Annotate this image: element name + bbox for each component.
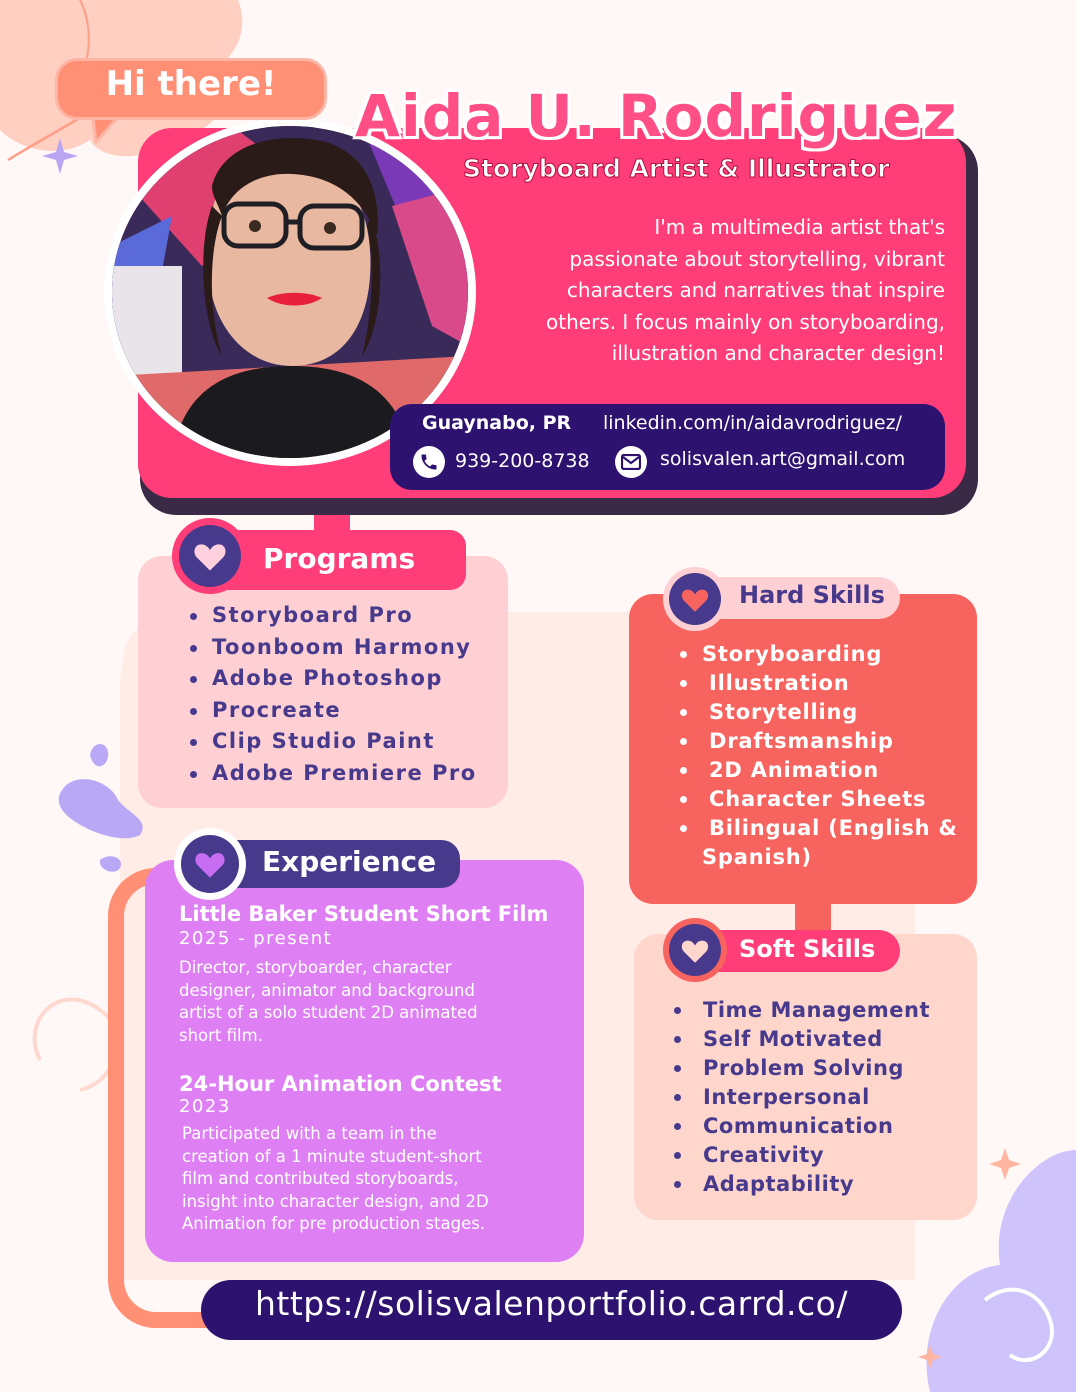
description-line: Participated with a team in the: [182, 1124, 437, 1143]
list-item: Storytelling: [676, 698, 958, 727]
heart-icon: [181, 835, 239, 893]
list-item: Adobe Photoshop: [186, 663, 477, 695]
job-title: Storyboard Artist & Illustrator: [463, 154, 890, 183]
list-item: Character Sheets: [676, 785, 958, 814]
list-item: Time Management: [670, 996, 930, 1025]
list-item: Self Motivated: [670, 1025, 930, 1054]
list-item: Draftsmanship: [676, 727, 958, 756]
list-item: Problem Solving: [670, 1054, 930, 1083]
linkedin-link[interactable]: linkedin.com/in/aidavrodriguez/: [603, 412, 902, 434]
programs-list: [186, 600, 477, 790]
programs-heading: Programs: [263, 542, 416, 575]
bio-line: I'm a multimedia artist that's: [654, 215, 945, 239]
experience-badge-ring: [174, 828, 246, 900]
list-item: Procreate: [186, 695, 477, 727]
description-line: designer, animator and background: [179, 980, 475, 1000]
hard-skills-heading: Hard Skills: [739, 581, 885, 609]
list-item: Adaptability: [670, 1170, 930, 1199]
bio-line: passionate about storytelling, vibrant: [569, 246, 945, 271]
bio-text: [470, 212, 945, 370]
description-line: Director, storyboarder, character: [179, 958, 452, 977]
list-item: Communication: [670, 1112, 930, 1141]
soft-skills-heading: Soft Skills: [739, 935, 876, 963]
entry-date: 2023: [179, 1096, 231, 1117]
description-line: insight into character design, and 2D: [182, 1191, 489, 1211]
description-line: Animation for pre production stages.: [182, 1214, 486, 1233]
heart-icon: [669, 573, 721, 625]
description-line: film and contributed storyboards,: [182, 1169, 459, 1188]
experience-heading: Experience: [262, 845, 437, 878]
list-item: Clip Studio Paint: [186, 726, 477, 758]
list-item: Creativity: [670, 1141, 930, 1170]
description-line: short film.: [179, 1025, 263, 1045]
entry-description: [179, 1123, 502, 1236]
heart-icon: [179, 525, 241, 587]
portfolio-link[interactable]: https://solisvalenportfolio.carrd.co/: [255, 1284, 848, 1323]
soft-skills-badge-ring: [663, 918, 727, 982]
list-item: Illustration: [676, 669, 958, 698]
list-item: Storyboarding: [676, 640, 958, 669]
hard-skills-badge-ring: [663, 567, 727, 631]
person-name: Aida U. Rodriguez: [355, 82, 958, 150]
entry-date: 2025 - present: [179, 928, 333, 949]
hard-skills-list: [676, 640, 958, 872]
list-item: 2D Animation: [676, 756, 958, 785]
programs-badge-ring: [172, 518, 248, 594]
phone-number[interactable]: 939-200-8738: [455, 450, 590, 472]
entry-title: 24-Hour Animation Contest: [179, 1072, 502, 1096]
entry-title: Little Baker Student Short Film: [179, 902, 549, 926]
list-item: Toonboom Harmony: [186, 632, 477, 664]
soft-skills-list: [670, 996, 930, 1199]
greeting-text: Hi there!: [105, 64, 277, 104]
list-item: Storyboard Pro: [186, 600, 477, 632]
list-item: Interpersonal: [670, 1083, 930, 1112]
experience-entry: [179, 1072, 502, 1236]
bio-line: illustration and character design!: [611, 341, 945, 365]
description-line: creation of a 1 minute student-short: [182, 1146, 482, 1166]
location-text: Guaynabo, PR: [422, 412, 572, 434]
entry-description: [179, 957, 548, 1047]
email-link[interactable]: solisvalen.art@gmail.com: [660, 448, 906, 470]
experience-entry: [179, 902, 548, 1047]
mail-icon: [615, 446, 647, 478]
bio-line: characters and narratives that inspire: [566, 278, 945, 302]
list-item-continued: Spanish): [702, 845, 812, 869]
bio-line: others. I focus mainly on storyboarding,: [546, 309, 945, 334]
heart-icon: [669, 924, 721, 976]
description-line: artist of a solo student 2D animated: [179, 1003, 478, 1022]
list-item: Adobe Premiere Pro: [186, 758, 477, 790]
list-item: Bilingual (English &: [676, 814, 958, 843]
phone-icon: [413, 446, 445, 478]
